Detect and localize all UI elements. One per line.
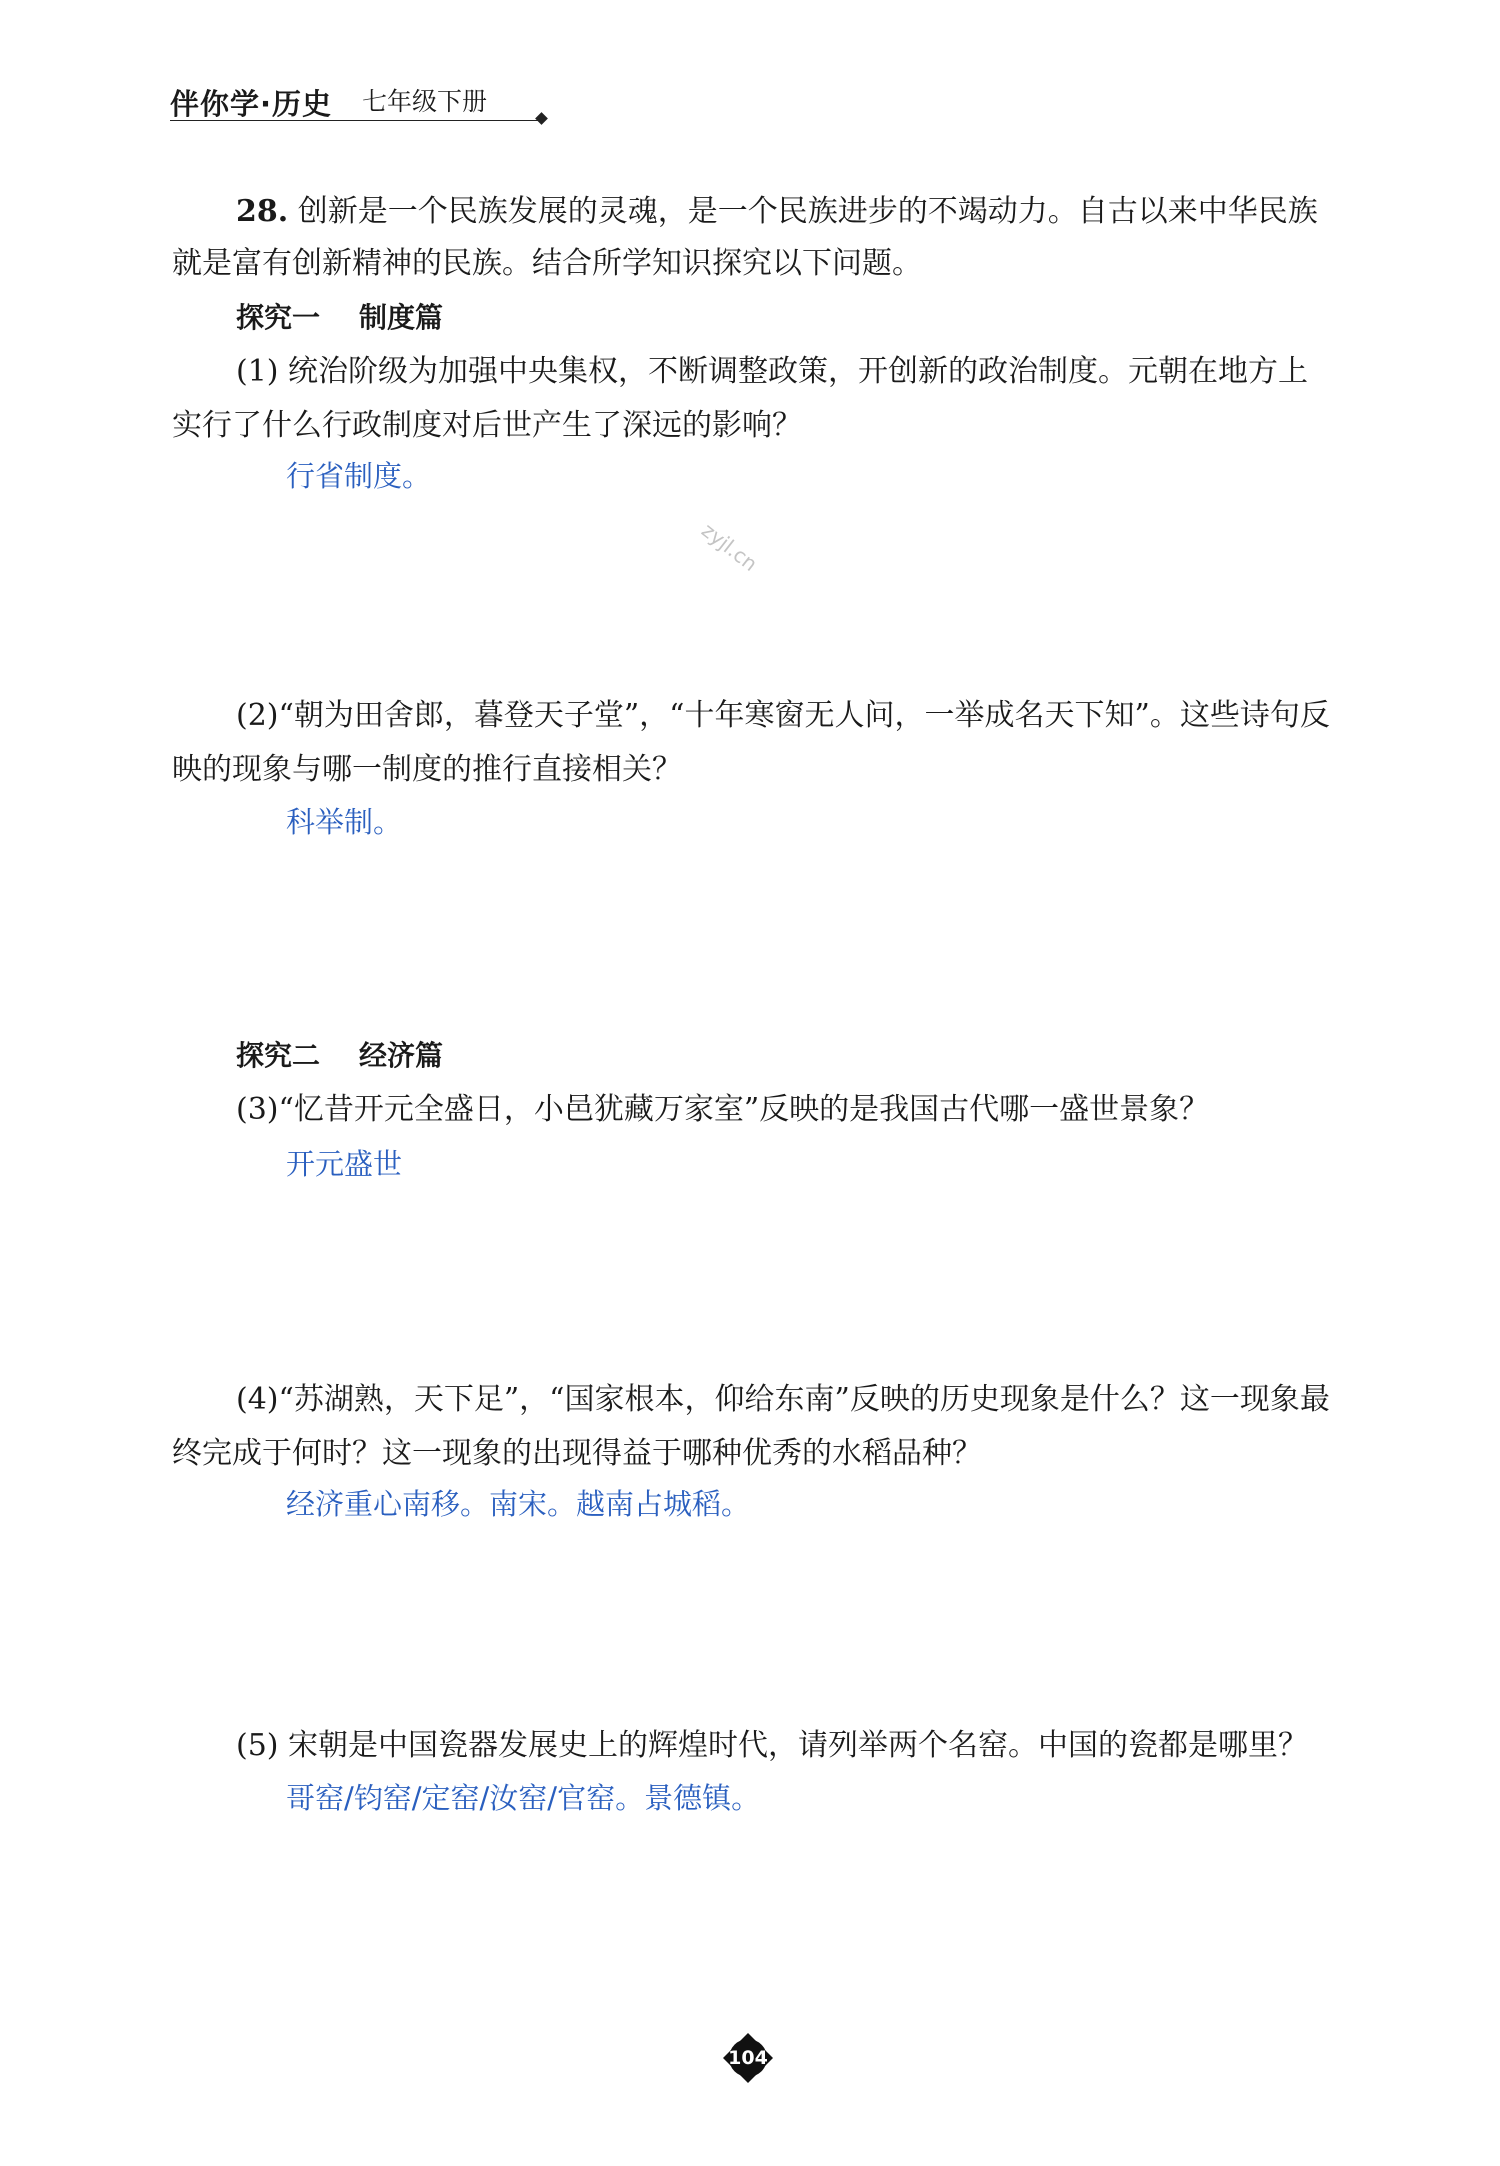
section-title-system: 探究一 制度篇 — [236, 301, 443, 334]
header-divider — [170, 120, 543, 121]
part-4-line1: (4)“苏湖熟，天下足”，“国家根本，仰给东南”反映的历史现象是什么？这一现象最 — [236, 1382, 1330, 1417]
question-intro-line2: 就是富有创新精神的民族。结合所学知识探究以下问题。 — [172, 246, 922, 281]
part-3-answer: 开元盛世 — [286, 1147, 403, 1181]
part-2-line2: 映的现象与哪一制度的推行直接相关？ — [172, 752, 682, 787]
part-1-line2: 实行了什么行政制度对后世产生了深远的影响？ — [172, 408, 802, 443]
question-number: 28. — [236, 194, 289, 229]
part-1-answer: 行省制度。 — [286, 459, 432, 493]
part-4-answer: 经济重心南移。南宋。越南占城稻。 — [286, 1487, 751, 1521]
part-2-line1: (2)“朝为田舍郎，暮登天子堂”，“十年寒窗无人问，一举成名天下知”。这些诗句反 — [236, 698, 1330, 733]
part-1-line1: (1) 统治阶级为加强中央集权，不断调整政策，开创新的政治制度。元朝在地方上 — [236, 354, 1309, 389]
page-number: 104 — [728, 2047, 768, 2069]
part-2-answer: 科举制。 — [286, 805, 403, 839]
section-title-economy: 探究二 经济篇 — [236, 1039, 443, 1072]
part-5-answer: 哥窑/钧窑/定窑/汝窑/官窑。景德镇。 — [286, 1781, 761, 1815]
book-title: 伴你学·历史 — [170, 87, 333, 121]
diamond-icon — [535, 112, 548, 125]
part-3-line1: (3)“忆昔开元全盛日，小邑犹藏万家室”反映的是我国古代哪一盛世景象？ — [236, 1092, 1210, 1127]
watermark: zyjl.cn — [697, 518, 763, 576]
part-4-line2: 终完成于何时？这一现象的出现得益于哪种优秀的水稻品种？ — [172, 1436, 982, 1471]
question-intro — [236, 192, 1318, 232]
grade-label: 七年级下册 — [362, 87, 488, 116]
part-5-line1: (5) 宋朝是中国瓷器发展史上的辉煌时代，请列举两个名窑。中国的瓷都是哪里？ — [236, 1728, 1309, 1763]
question-intro-line1: 创新是一个民族发展的灵魂，是一个民族进步的不竭动力。自古以来中华民族 — [297, 194, 1318, 229]
